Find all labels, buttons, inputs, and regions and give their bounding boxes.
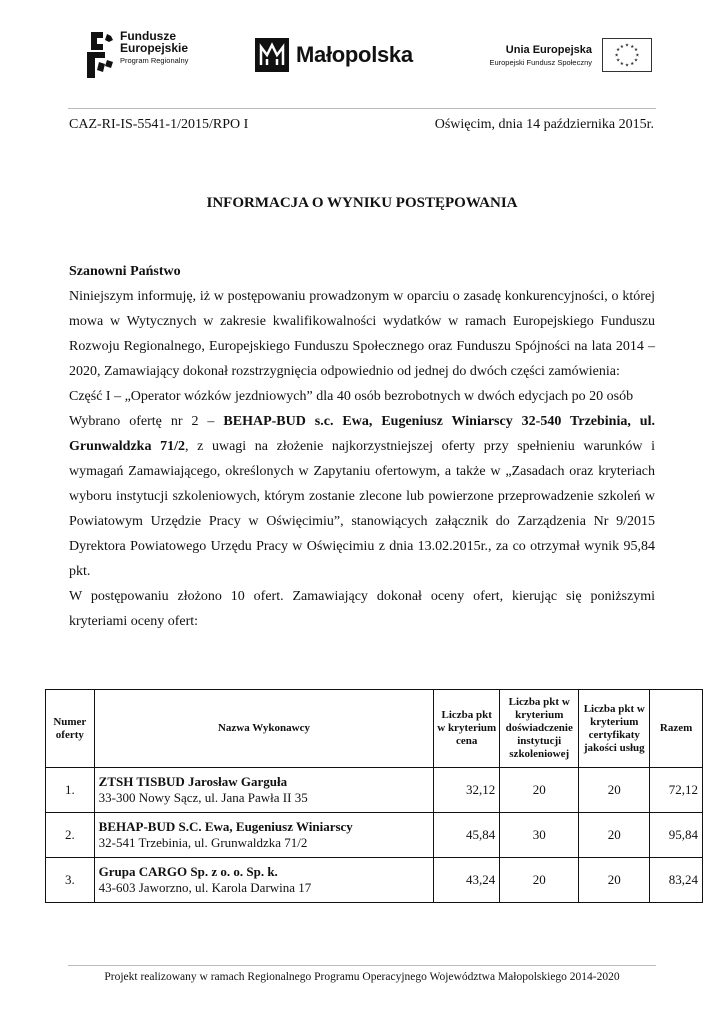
header-quality-points: Liczba pkt w kryterium certyfikaty jakości usług [579, 690, 650, 768]
chosen-prefix: Wybrano ofertę nr 2 – [69, 414, 224, 429]
contractor-cell [94, 858, 434, 903]
svg-text:★: ★ [615, 58, 621, 64]
svg-text:★: ★ [615, 48, 621, 54]
table-row [46, 858, 703, 903]
svg-text:★: ★ [619, 61, 624, 67]
offer-number: 2. [46, 813, 95, 858]
fundusze-europejskie-logo [85, 30, 188, 80]
header-offer-number: Numer oferty [46, 690, 95, 768]
contractor-address: 43-603 Jaworzno, ul. Karola Darwina 17 [98, 880, 312, 895]
header-total: Razem [650, 690, 703, 768]
fundusze-europejskie-icon [85, 30, 115, 80]
chosen-rest: , z uwagi na złożenie najkorzystniejszej oferty przy spełnieniu warunków i wymagań Zamawiającego, określonych w Zapytaniu ofertowym, a także w „Zasadach oraz kryteriach wyboru instytucji szkoleniowych, którym zostanie zlecone lub powierzone przeprowadzenie szkoleń w Powiatowym Urzędzie Pracy w Oświęcimiu”, stanowiących załącznik do Zarządzenia Nr 9/2015 Dyrektora Powiatowego Urzędu Pracy w Oświęcimiu z dnia 13.02.2015r., za co otrzymał wynik 95,84 pkt. [69, 439, 655, 579]
footer-rule [68, 965, 656, 966]
eu-line1: Unia Europejska [505, 43, 592, 56]
price-points: 32,12 [434, 768, 500, 813]
header-experience-points: Liczba pkt w kryterium doświadczenie instytucji szkoleniowej [500, 690, 579, 768]
table-header-row [46, 690, 703, 768]
header-rule [68, 108, 656, 109]
experience-points: 30 [500, 813, 579, 858]
price-points: 43,24 [434, 858, 500, 903]
greeting: Szanowni Państwo [69, 264, 181, 279]
quality-points: 20 [579, 768, 650, 813]
svg-text:★: ★ [633, 58, 639, 64]
malopolska-logo [255, 38, 413, 72]
reference-number: CAZ-RI-IS-5541-1/2015/RPO I [69, 117, 249, 132]
document-title: INFORMACJA O WYNIKU POSTĘPOWANIA [206, 195, 518, 211]
contractor-cell [94, 768, 434, 813]
header-price-points: Liczba pkt w kryterium cena [434, 690, 500, 768]
total-points: 83,24 [650, 858, 703, 903]
experience-points: 20 [500, 768, 579, 813]
part-paragraph: Część I – „Operator wózków jezdniowych” dla 40 osób bezrobotnych w dwóch edycjach po 20 osób [69, 389, 634, 404]
quality-points: 20 [579, 813, 650, 858]
results-table [45, 689, 703, 903]
offers-paragraph: W postępowaniu złożono 10 ofert. Zamawiający dokonał oceny ofert, kierując się poniższymi kryteriami oceny ofert: [69, 589, 655, 629]
document-date: Oświęcim, dnia 14 października 2015r. [434, 117, 654, 132]
total-points: 95,84 [650, 813, 703, 858]
quality-points: 20 [579, 858, 650, 903]
price-points: 45,84 [434, 813, 500, 858]
table-row [46, 813, 703, 858]
footer-text: Projekt realizowany w ramach Regionalnego Programu Operacyjnego Województwa Małopolskiego 2014-2020 [104, 971, 620, 983]
contractor-address: 32-541 Trzebinia, ul. Grunwaldzka 71/2 [98, 835, 308, 850]
malopolska-name: Małopolska [296, 42, 413, 67]
eu-flag-icon [602, 38, 652, 72]
chosen-offer-paragraph [69, 409, 655, 584]
offer-number: 1. [46, 768, 95, 813]
header-contractor-name: Nazwa Wykonawcy [94, 690, 434, 768]
svg-text:★: ★ [630, 44, 635, 50]
experience-points: 20 [500, 858, 579, 903]
chosen-contractor: BEHAP-BUD s.c. Ewa, Eugeniusz Winiarscy 32-540 Trzebinia, ul. Grunwaldzka 71/2 [69, 414, 655, 454]
contractor-name: ZTSH TISBUD Jarosław Garguła [98, 774, 288, 789]
fe-line1: Fundusze [120, 29, 176, 43]
offer-number: 3. [46, 858, 95, 903]
contractor-cell [94, 813, 434, 858]
contractor-name: BEHAP-BUD S.C. Ewa, Eugeniusz Winiarscy [98, 819, 353, 834]
logo-bar [85, 28, 652, 80]
eu-logo [489, 38, 652, 72]
total-points: 72,12 [650, 768, 703, 813]
malopolska-icon [255, 38, 289, 72]
svg-text:★: ★ [619, 44, 624, 50]
letter-body [69, 259, 655, 634]
eu-line2: Europejski Fundusz Społeczny [489, 57, 592, 67]
svg-text:★: ★ [635, 53, 640, 59]
contractor-name: Grupa CARGO Sp. z o. o. Sp. k. [98, 864, 278, 879]
intro-paragraph: Niniejszym informuję, iż w postępowaniu prowadzonym w oparciu o zasadę konkurencyjności, o której mowa w Wytycznych w zakresie kwalifikowalności wydatków w ramach Europejskiego Funduszu Rozwoju Regionalnego, Europejskiego Funduszu Społecznego oraz Funduszu Spójności na lata 2014 – 2020, Zamawiający dokonał rozstrzygnięcia odpowiednio od jednej do dwóch części zamówienia: [69, 289, 655, 379]
svg-text:★: ★ [630, 61, 635, 67]
svg-text:★: ★ [614, 53, 619, 59]
svg-text:★: ★ [624, 63, 630, 69]
contractor-address: 33-300 Nowy Sącz, ul. Jana Pawła II 35 [98, 790, 308, 805]
table-row [46, 768, 703, 813]
fe-line3: Program Regionalny [120, 56, 189, 65]
fe-line2: Europejskie [120, 41, 189, 55]
svg-text:★: ★ [624, 43, 630, 49]
svg-text:★: ★ [633, 48, 639, 54]
